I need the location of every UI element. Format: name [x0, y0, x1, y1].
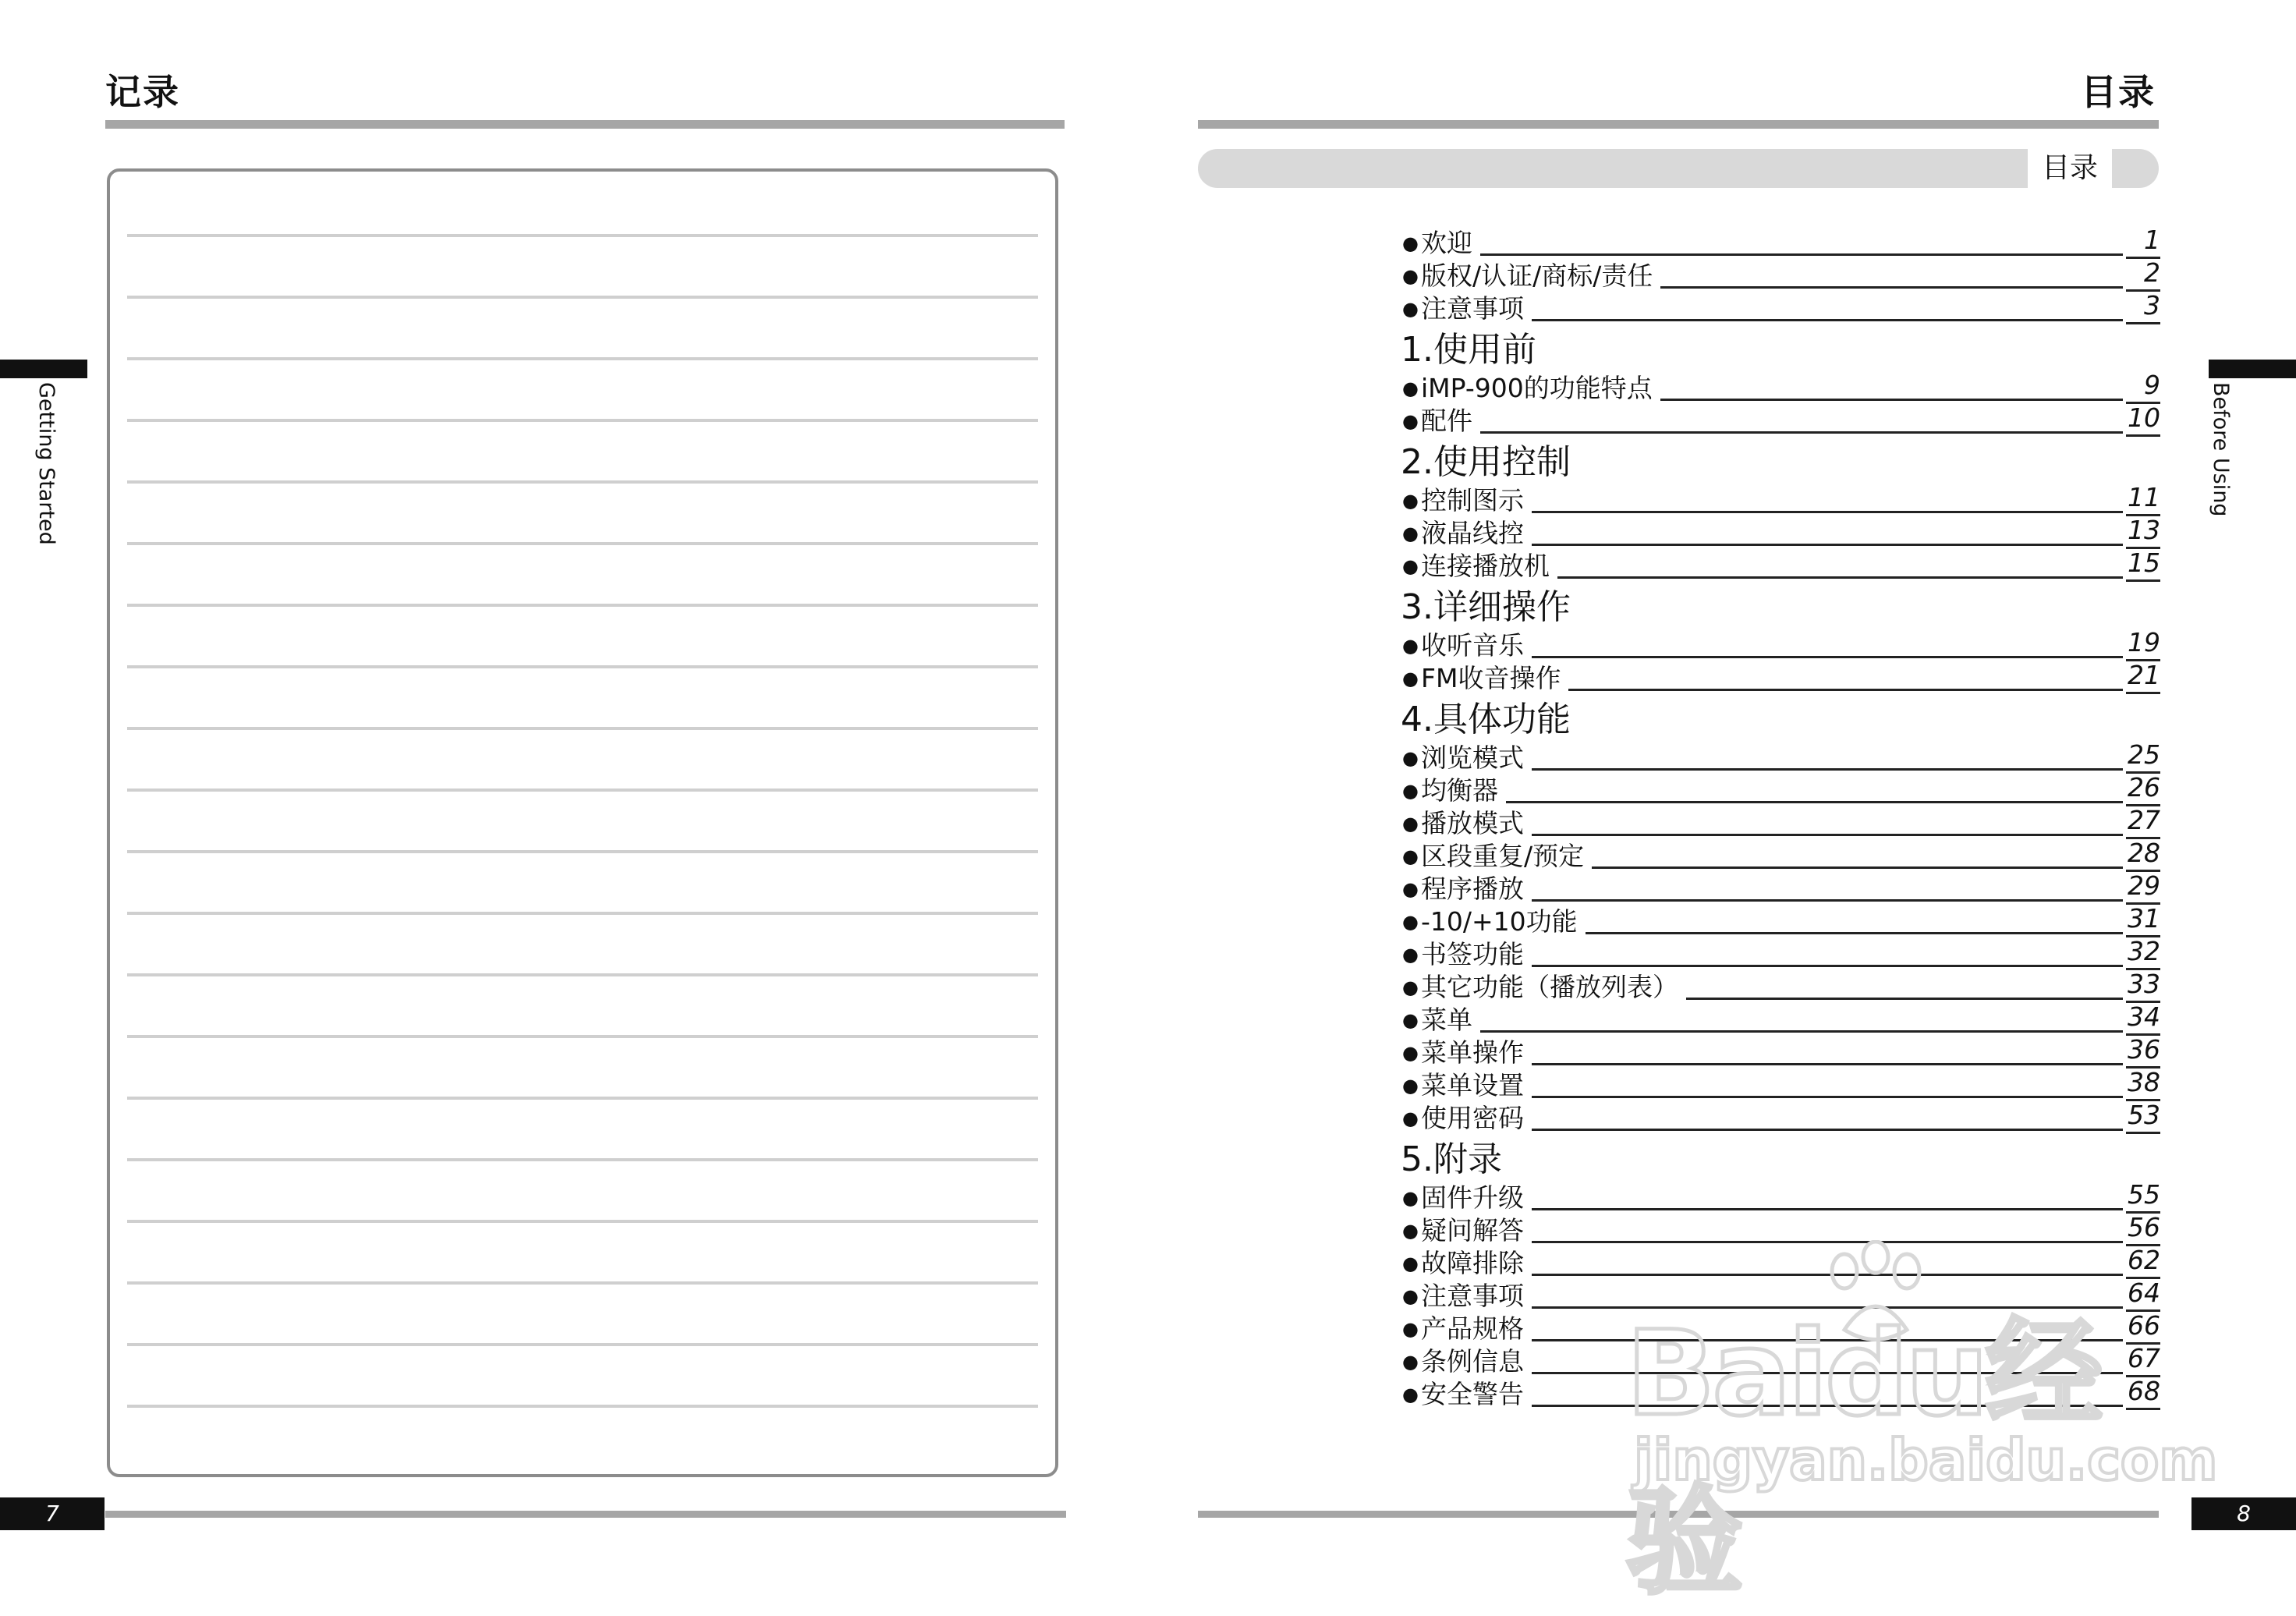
- toc-leader-line: [1532, 1208, 2123, 1210]
- toc-leader-line: [1532, 1129, 2123, 1131]
- toc-item-page: 31: [2126, 903, 2160, 937]
- toc-leader-line: [1532, 1339, 2123, 1341]
- bullet-icon: ●: [1402, 232, 1419, 254]
- toc-item-label: 安全警告: [1421, 1379, 1524, 1409]
- note-line: [127, 1035, 1038, 1038]
- toc-leader-line: [1532, 1306, 2123, 1309]
- note-line: [127, 419, 1038, 422]
- toc-item-page: 26: [2126, 772, 2160, 806]
- toc-item-label: 使用密码: [1421, 1103, 1524, 1133]
- bullet-icon: ●: [1402, 976, 1419, 998]
- note-line: [127, 1405, 1038, 1408]
- toc-leader-line: [1686, 998, 2123, 1000]
- note-line: [127, 1158, 1038, 1161]
- toc-item[interactable]: [1401, 1101, 2160, 1134]
- toc-section-heading[interactable]: 1.使用前: [1401, 330, 1536, 370]
- toc-item[interactable]: [1401, 1181, 2160, 1214]
- toc-leader-line: [1660, 399, 2123, 401]
- toc-item-label: 产品规格: [1421, 1313, 1524, 1344]
- toc-leader-line: [1532, 899, 2123, 902]
- toc-item[interactable]: [1401, 839, 2160, 872]
- toc-leader-line: [1532, 1063, 2123, 1065]
- side-tab-bar: [2209, 360, 2296, 378]
- toc-item[interactable]: [1401, 1377, 2160, 1410]
- bullet-icon: ●: [1402, 410, 1419, 432]
- toc-item-page: 56: [2126, 1212, 2160, 1246]
- toc-item-page: 25: [2126, 739, 2160, 774]
- toc-item-label: -10/+10功能: [1421, 906, 1578, 937]
- toc-item-page: 66: [2126, 1310, 2160, 1345]
- toc-item[interactable]: [1401, 484, 2160, 516]
- toc-leader-line: [1532, 1405, 2123, 1407]
- bullet-icon: ●: [1402, 911, 1419, 933]
- bullet-icon: ●: [1402, 813, 1419, 835]
- toc-item-label: 收听音乐: [1421, 630, 1524, 661]
- toc-item-page: 9: [2126, 370, 2160, 404]
- toc-item[interactable]: [1401, 741, 2160, 774]
- toc-item[interactable]: [1401, 970, 2160, 1003]
- toc-item-page: 62: [2126, 1245, 2160, 1279]
- toc-leader-line: [1480, 431, 2123, 434]
- toc-item-label: 菜单设置: [1421, 1070, 1524, 1100]
- toc-item-label: 版权/认证/商标/责任: [1421, 260, 1653, 291]
- note-line: [127, 357, 1038, 360]
- toc-item[interactable]: [1401, 806, 2160, 839]
- toc-leader-line: [1480, 1030, 2123, 1033]
- toc-leader-line: [1532, 1241, 2123, 1243]
- toc-item[interactable]: [1401, 292, 2160, 324]
- toc-item[interactable]: [1401, 937, 2160, 970]
- toc-item-page: 64: [2126, 1278, 2160, 1312]
- toc-item-label: 程序播放: [1421, 874, 1524, 904]
- toc-item-page: 10: [2126, 402, 2160, 437]
- toc-item[interactable]: [1401, 1312, 2160, 1345]
- toc-item-page: 33: [2126, 969, 2160, 1003]
- bullet-icon: ●: [1402, 944, 1419, 966]
- note-line: [127, 296, 1038, 299]
- toc-item[interactable]: [1401, 872, 2160, 905]
- toc-leader-line: [1532, 1274, 2123, 1276]
- bullet-icon: ●: [1402, 1075, 1419, 1097]
- bullet-icon: ●: [1402, 1318, 1419, 1340]
- note-line: [127, 1281, 1038, 1285]
- toc-leader-line: [1532, 834, 2123, 836]
- toc-item-page: 67: [2126, 1343, 2160, 1377]
- page-title: 目录: [2081, 71, 2156, 113]
- toc-item-page: 21: [2126, 660, 2160, 694]
- toc-item-label: 播放模式: [1421, 808, 1524, 838]
- header-rule: [1198, 120, 2159, 129]
- toc-leader-line: [1532, 1096, 2123, 1098]
- header-rule: [105, 120, 1065, 129]
- toc-item[interactable]: [1401, 661, 2160, 694]
- toc-item[interactable]: [1401, 516, 2160, 549]
- toc-item-label: 注意事项: [1421, 1281, 1524, 1311]
- toc-item-page: 11: [2126, 482, 2160, 516]
- footer-rule: [105, 1511, 1066, 1518]
- bullet-icon: ●: [1402, 377, 1419, 399]
- toc-item[interactable]: [1401, 404, 2160, 437]
- toc-leader-line: [1532, 1372, 2123, 1374]
- bullet-icon: ●: [1402, 1220, 1419, 1242]
- bullet-icon: ●: [1402, 845, 1419, 867]
- right-page: [1148, 0, 2296, 1591]
- toc-leader-line: [1532, 656, 2123, 658]
- toc-item-label: FM收音操作: [1421, 663, 1561, 693]
- toc-section-heading[interactable]: 4.具体功能: [1401, 700, 1571, 739]
- note-line: [127, 789, 1038, 792]
- toc-item-label: 连接播放机: [1421, 551, 1550, 581]
- toc-leader-line: [1532, 768, 2123, 771]
- toc-section-heading[interactable]: 2.使用控制: [1401, 442, 1571, 482]
- bullet-icon: ●: [1402, 523, 1419, 544]
- bullet-icon: ●: [1402, 1009, 1419, 1031]
- bullet-icon: ●: [1402, 668, 1419, 689]
- notes-box: [107, 168, 1058, 1477]
- table-of-contents: [1401, 226, 2160, 1410]
- toc-item-label: 欢迎: [1421, 228, 1472, 258]
- toc-item-label: 条例信息: [1421, 1346, 1524, 1377]
- watermark-url: jingyan.baidu.com: [1634, 1427, 2218, 1493]
- bullet-icon: ●: [1402, 635, 1419, 657]
- note-line: [127, 850, 1038, 853]
- bullet-icon: ●: [1402, 1285, 1419, 1307]
- page-number: 7: [0, 1497, 105, 1530]
- toc-item-label: 控制图示: [1421, 485, 1524, 516]
- note-line: [127, 1343, 1038, 1346]
- toc-item-page: 55: [2126, 1179, 2160, 1214]
- bullet-icon: ●: [1402, 1253, 1419, 1274]
- note-line: [127, 604, 1038, 607]
- side-tab-label: Before Using: [2209, 382, 2233, 517]
- toc-leader-line: [1592, 866, 2123, 869]
- toc-item[interactable]: [1401, 259, 2160, 292]
- toc-item-page: 28: [2126, 838, 2160, 872]
- toc-item[interactable]: [1401, 1068, 2160, 1101]
- toc-item[interactable]: [1401, 629, 2160, 661]
- toc-item[interactable]: [1401, 1345, 2160, 1377]
- note-line: [127, 542, 1038, 545]
- note-line: [127, 1097, 1038, 1100]
- bullet-icon: ●: [1402, 555, 1419, 577]
- toc-item-label: 故障排除: [1421, 1248, 1524, 1278]
- toc-item[interactable]: [1401, 371, 2160, 404]
- toc-item-page: 53: [2126, 1100, 2160, 1134]
- note-line: [127, 973, 1038, 976]
- toc-item-page: 19: [2126, 627, 2160, 661]
- toc-item-label: 区段重复/预定: [1421, 841, 1585, 871]
- toc-item[interactable]: [1401, 1214, 2160, 1246]
- toc-item[interactable]: [1401, 1279, 2160, 1312]
- side-tab-label: Getting Started: [34, 382, 58, 545]
- toc-leader-line: [1532, 544, 2123, 546]
- toc-item-page: 27: [2126, 805, 2160, 839]
- side-tab-bar: [0, 360, 87, 378]
- bullet-icon: ●: [1402, 298, 1419, 320]
- toc-item-label: 液晶线控: [1421, 518, 1524, 548]
- page-number: 8: [2191, 1497, 2296, 1530]
- toc-item-label: 均衡器: [1421, 775, 1498, 806]
- toc-leader-line: [1480, 253, 2123, 256]
- bullet-icon: ●: [1402, 1351, 1419, 1373]
- toc-item-page: 36: [2126, 1034, 2160, 1068]
- toc-section-heading[interactable]: 5.附录: [1401, 1139, 1502, 1179]
- bullet-icon: ●: [1402, 1384, 1419, 1405]
- toc-leader-line: [1532, 319, 2123, 321]
- left-page: [0, 0, 1148, 1591]
- toc-item-page: 15: [2126, 548, 2160, 582]
- toc-item-label: 浏览模式: [1421, 742, 1524, 773]
- bullet-icon: ●: [1402, 747, 1419, 769]
- toc-section-heading[interactable]: 3.详细操作: [1401, 587, 1571, 627]
- toc-item-page: 29: [2126, 870, 2160, 905]
- note-line: [127, 912, 1038, 915]
- toc-item-label: 菜单操作: [1421, 1037, 1524, 1068]
- bullet-icon: ●: [1402, 1187, 1419, 1209]
- toc-item-label: 配件: [1421, 406, 1472, 436]
- bullet-icon: ●: [1402, 878, 1419, 900]
- toc-leader-line: [1532, 511, 2123, 513]
- toc-item[interactable]: [1401, 1036, 2160, 1068]
- toc-item-label: 注意事项: [1421, 293, 1524, 324]
- toc-leader-line: [1586, 932, 2123, 934]
- bullet-icon: ●: [1402, 265, 1419, 287]
- note-line: [127, 727, 1038, 730]
- toc-item-label: iMP-900的功能特点: [1421, 373, 1653, 403]
- toc-item-page: 2: [2126, 257, 2160, 292]
- note-line: [127, 665, 1038, 668]
- toc-leader-line: [1506, 801, 2123, 803]
- toc-leader-line: [1660, 286, 2123, 289]
- toc-item[interactable]: [1401, 1003, 2160, 1036]
- toc-item-label: 疑问解答: [1421, 1215, 1524, 1246]
- toc-item-page: 32: [2126, 936, 2160, 970]
- toc-item-page: 68: [2126, 1376, 2160, 1410]
- note-line: [127, 234, 1038, 237]
- toc-item-label: 固件升级: [1421, 1182, 1524, 1213]
- toc-banner-label: 目录: [2028, 149, 2112, 188]
- bullet-icon: ●: [1402, 1107, 1419, 1129]
- footer-rule: [1198, 1511, 2159, 1518]
- note-line: [127, 1220, 1038, 1223]
- watermark-logo-text: Baidu经验: [1626, 1306, 2100, 1611]
- toc-item[interactable]: [1401, 1246, 2160, 1279]
- page-title: 记录: [105, 71, 180, 113]
- toc-item-label: 其它功能（播放列表）: [1421, 972, 1678, 1002]
- toc-item-label: 菜单: [1421, 1005, 1472, 1035]
- bullet-icon: ●: [1402, 780, 1419, 802]
- bullet-icon: ●: [1402, 490, 1419, 512]
- toc-item-page: 3: [2126, 290, 2160, 324]
- toc-item-page: 13: [2126, 515, 2160, 549]
- toc-item-page: 38: [2126, 1067, 2160, 1101]
- toc-item[interactable]: [1401, 226, 2160, 259]
- toc-leader-line: [1532, 965, 2123, 967]
- toc-item-page: 1: [2126, 225, 2160, 259]
- toc-item[interactable]: [1401, 549, 2160, 582]
- note-line: [127, 480, 1038, 484]
- toc-item-page: 34: [2126, 1001, 2160, 1036]
- toc-item[interactable]: [1401, 774, 2160, 806]
- bullet-icon: ●: [1402, 1042, 1419, 1064]
- toc-item-label: 书签功能: [1421, 939, 1524, 969]
- toc-item[interactable]: [1401, 905, 2160, 937]
- toc-leader-line: [1568, 689, 2123, 691]
- toc-leader-line: [1557, 576, 2123, 579]
- toc-banner: [1198, 149, 2159, 188]
